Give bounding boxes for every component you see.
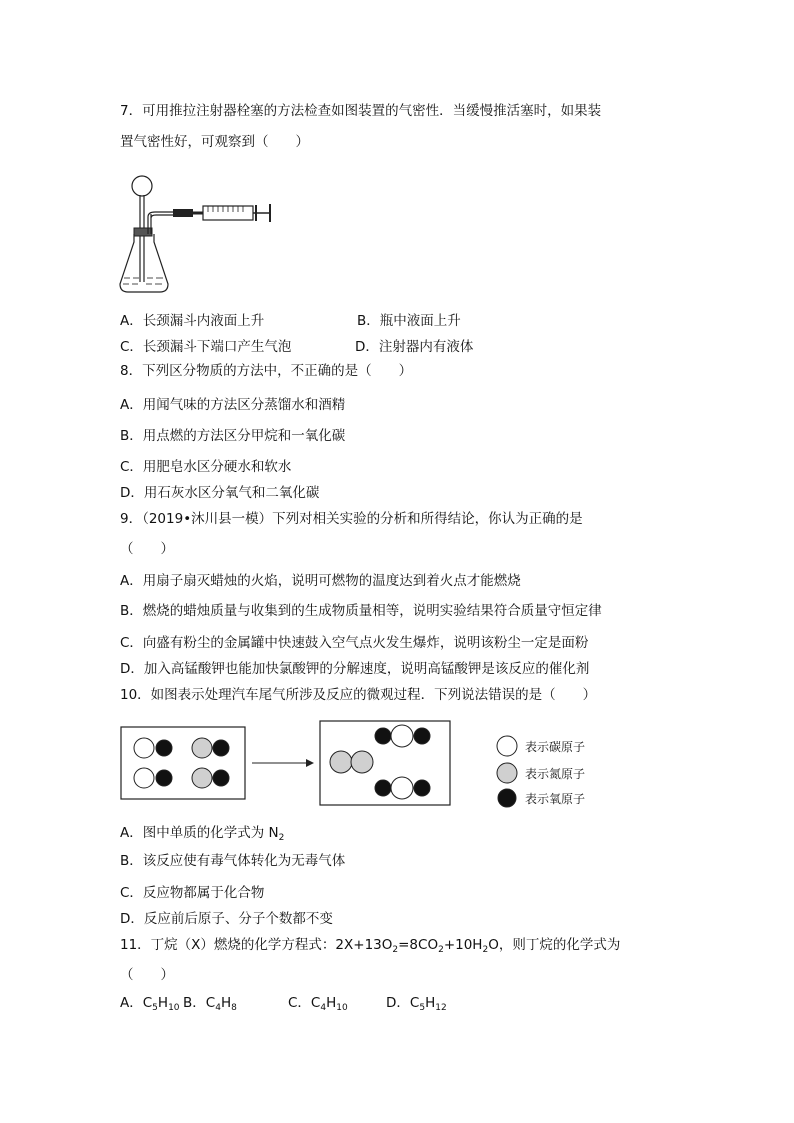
q11-stem-part-a: 11．丁烷（X）燃烧的化学方程式：2X+13O <box>120 937 393 953</box>
q11-sub-1: 2 <box>392 945 399 955</box>
q11-stem-part-c: +10H <box>443 937 483 953</box>
q8-option-b[interactable]: B．用点燃的方法区分甲烷和一氧化碳 <box>120 428 346 444</box>
q7-option-d[interactable]: D．注射器内有液体 <box>355 339 474 355</box>
q11-sub-3: 2 <box>482 945 489 955</box>
q11-b-c: B．C <box>183 995 216 1011</box>
q7-option-b[interactable]: B．瓶中液面上升 <box>357 313 461 329</box>
q10-option-c[interactable]: C．反应物都属于化合物 <box>120 885 265 901</box>
q11-d-c: D．C <box>386 995 420 1011</box>
q11-stem-part-d: O，则丁烷的化学式为 <box>488 937 621 953</box>
apparatus-figure <box>115 172 285 300</box>
q7-stem-line1: 7．可用推拉注射器栓塞的方法检查如图装置的气密性．当缓慢推活塞时，如果装 <box>120 103 602 119</box>
q11-c-sub1: 4 <box>320 1003 327 1013</box>
q11-option-b[interactable] <box>183 994 237 1012</box>
q11-option-d[interactable] <box>386 994 447 1012</box>
q11-a-c: A．C <box>120 995 153 1011</box>
q9-stem-line2: （ ） <box>120 541 174 557</box>
legend-carbon: 表示碳原子 <box>525 740 586 754</box>
q7-option-a[interactable]: A．长颈漏斗内液面上升 <box>120 313 265 329</box>
q11-d-h: H <box>425 995 436 1011</box>
q9-option-b[interactable]: B．燃烧的蜡烛质量与收集到的生成物质量相等，说明实验结果符合质量守恒定律 <box>120 603 602 619</box>
q11-c-c: C．C <box>288 995 321 1011</box>
q11-stem-line1 <box>120 936 620 954</box>
q11-option-a[interactable] <box>120 994 180 1012</box>
q11-stem-part-b: =8CO <box>398 937 439 953</box>
q7-stem-line2: 置气密性好，可观察到（ ） <box>120 134 309 150</box>
q8-option-d[interactable]: D．用石灰水区分氧气和二氧化碳 <box>120 485 320 501</box>
q11-a-sub1: 5 <box>152 1003 158 1013</box>
q10-option-a-text: A．图中单质的化学式为 N <box>120 825 279 841</box>
q11-d-sub2: 12 <box>435 1003 447 1013</box>
q11-c-sub2: 10 <box>336 1003 348 1013</box>
reactants-box <box>121 727 245 799</box>
legend-nitrogen: 表示氮原子 <box>525 767 586 781</box>
oxygen-atom-icon <box>498 789 516 807</box>
q11-b-sub1: 4 <box>215 1003 221 1013</box>
q10-option-b[interactable]: B．该反应使有毒气体转化为无毒气体 <box>120 853 346 869</box>
q11-sub-2: 2 <box>438 945 444 955</box>
q10-option-a[interactable] <box>120 824 284 842</box>
q11-c-h: H <box>326 995 337 1011</box>
q11-b-h: H <box>220 995 232 1011</box>
q10-option-d[interactable]: D．反应前后原子、分子个数都不变 <box>120 911 333 927</box>
q11-a-h: H <box>157 995 169 1011</box>
q11-b-sub2: 8 <box>231 1003 237 1013</box>
q8-option-a[interactable]: A．用闻气味的方法区分蒸馏水和酒精 <box>120 397 346 413</box>
carbon-atom-icon <box>497 736 517 756</box>
q8-stem: 8．下列区分物质的方法中，不正确的是（ ） <box>120 363 413 379</box>
q10-stem: 10．如图表示处理汽车尾气所涉及反应的微观过程．下列说法错误的是（ ） <box>120 687 597 703</box>
q9-option-a[interactable]: A．用扇子扇灭蜡烛的火焰，说明可燃物的温度达到着火点才能燃烧 <box>120 573 521 589</box>
q11-d-sub1: 5 <box>419 1003 426 1013</box>
q9-option-c[interactable]: C．向盛有粉尘的金属罐中快速鼓入空气点火发生爆炸，说明该粉尘一定是面粉 <box>120 635 589 651</box>
q9-stem-line1: 9．（2019•沐川县一模）下列对相关实验的分析和所得结论，你认为正确的是 <box>120 511 583 527</box>
q11-a-sub2: 10 <box>168 1003 180 1013</box>
funnel-bulb <box>132 176 152 196</box>
q7-option-c[interactable]: C．长颈漏斗下端口产生气泡 <box>120 339 292 355</box>
q11-option-c[interactable] <box>288 994 348 1012</box>
legend-oxygen: 表示氧原子 <box>525 792 586 806</box>
q9-option-d[interactable]: D．加入高锰酸钾也能加快氯酸钾的分解速度，说明高锰酸钾是该反应的催化剂 <box>120 661 590 677</box>
q10-option-a-sub: 2 <box>278 833 285 843</box>
nitrogen-atom-icon <box>497 763 517 783</box>
q8-option-c[interactable]: C．用肥皂水区分硬水和软水 <box>120 459 292 475</box>
q11-stem-line2: （ ） <box>120 967 174 983</box>
